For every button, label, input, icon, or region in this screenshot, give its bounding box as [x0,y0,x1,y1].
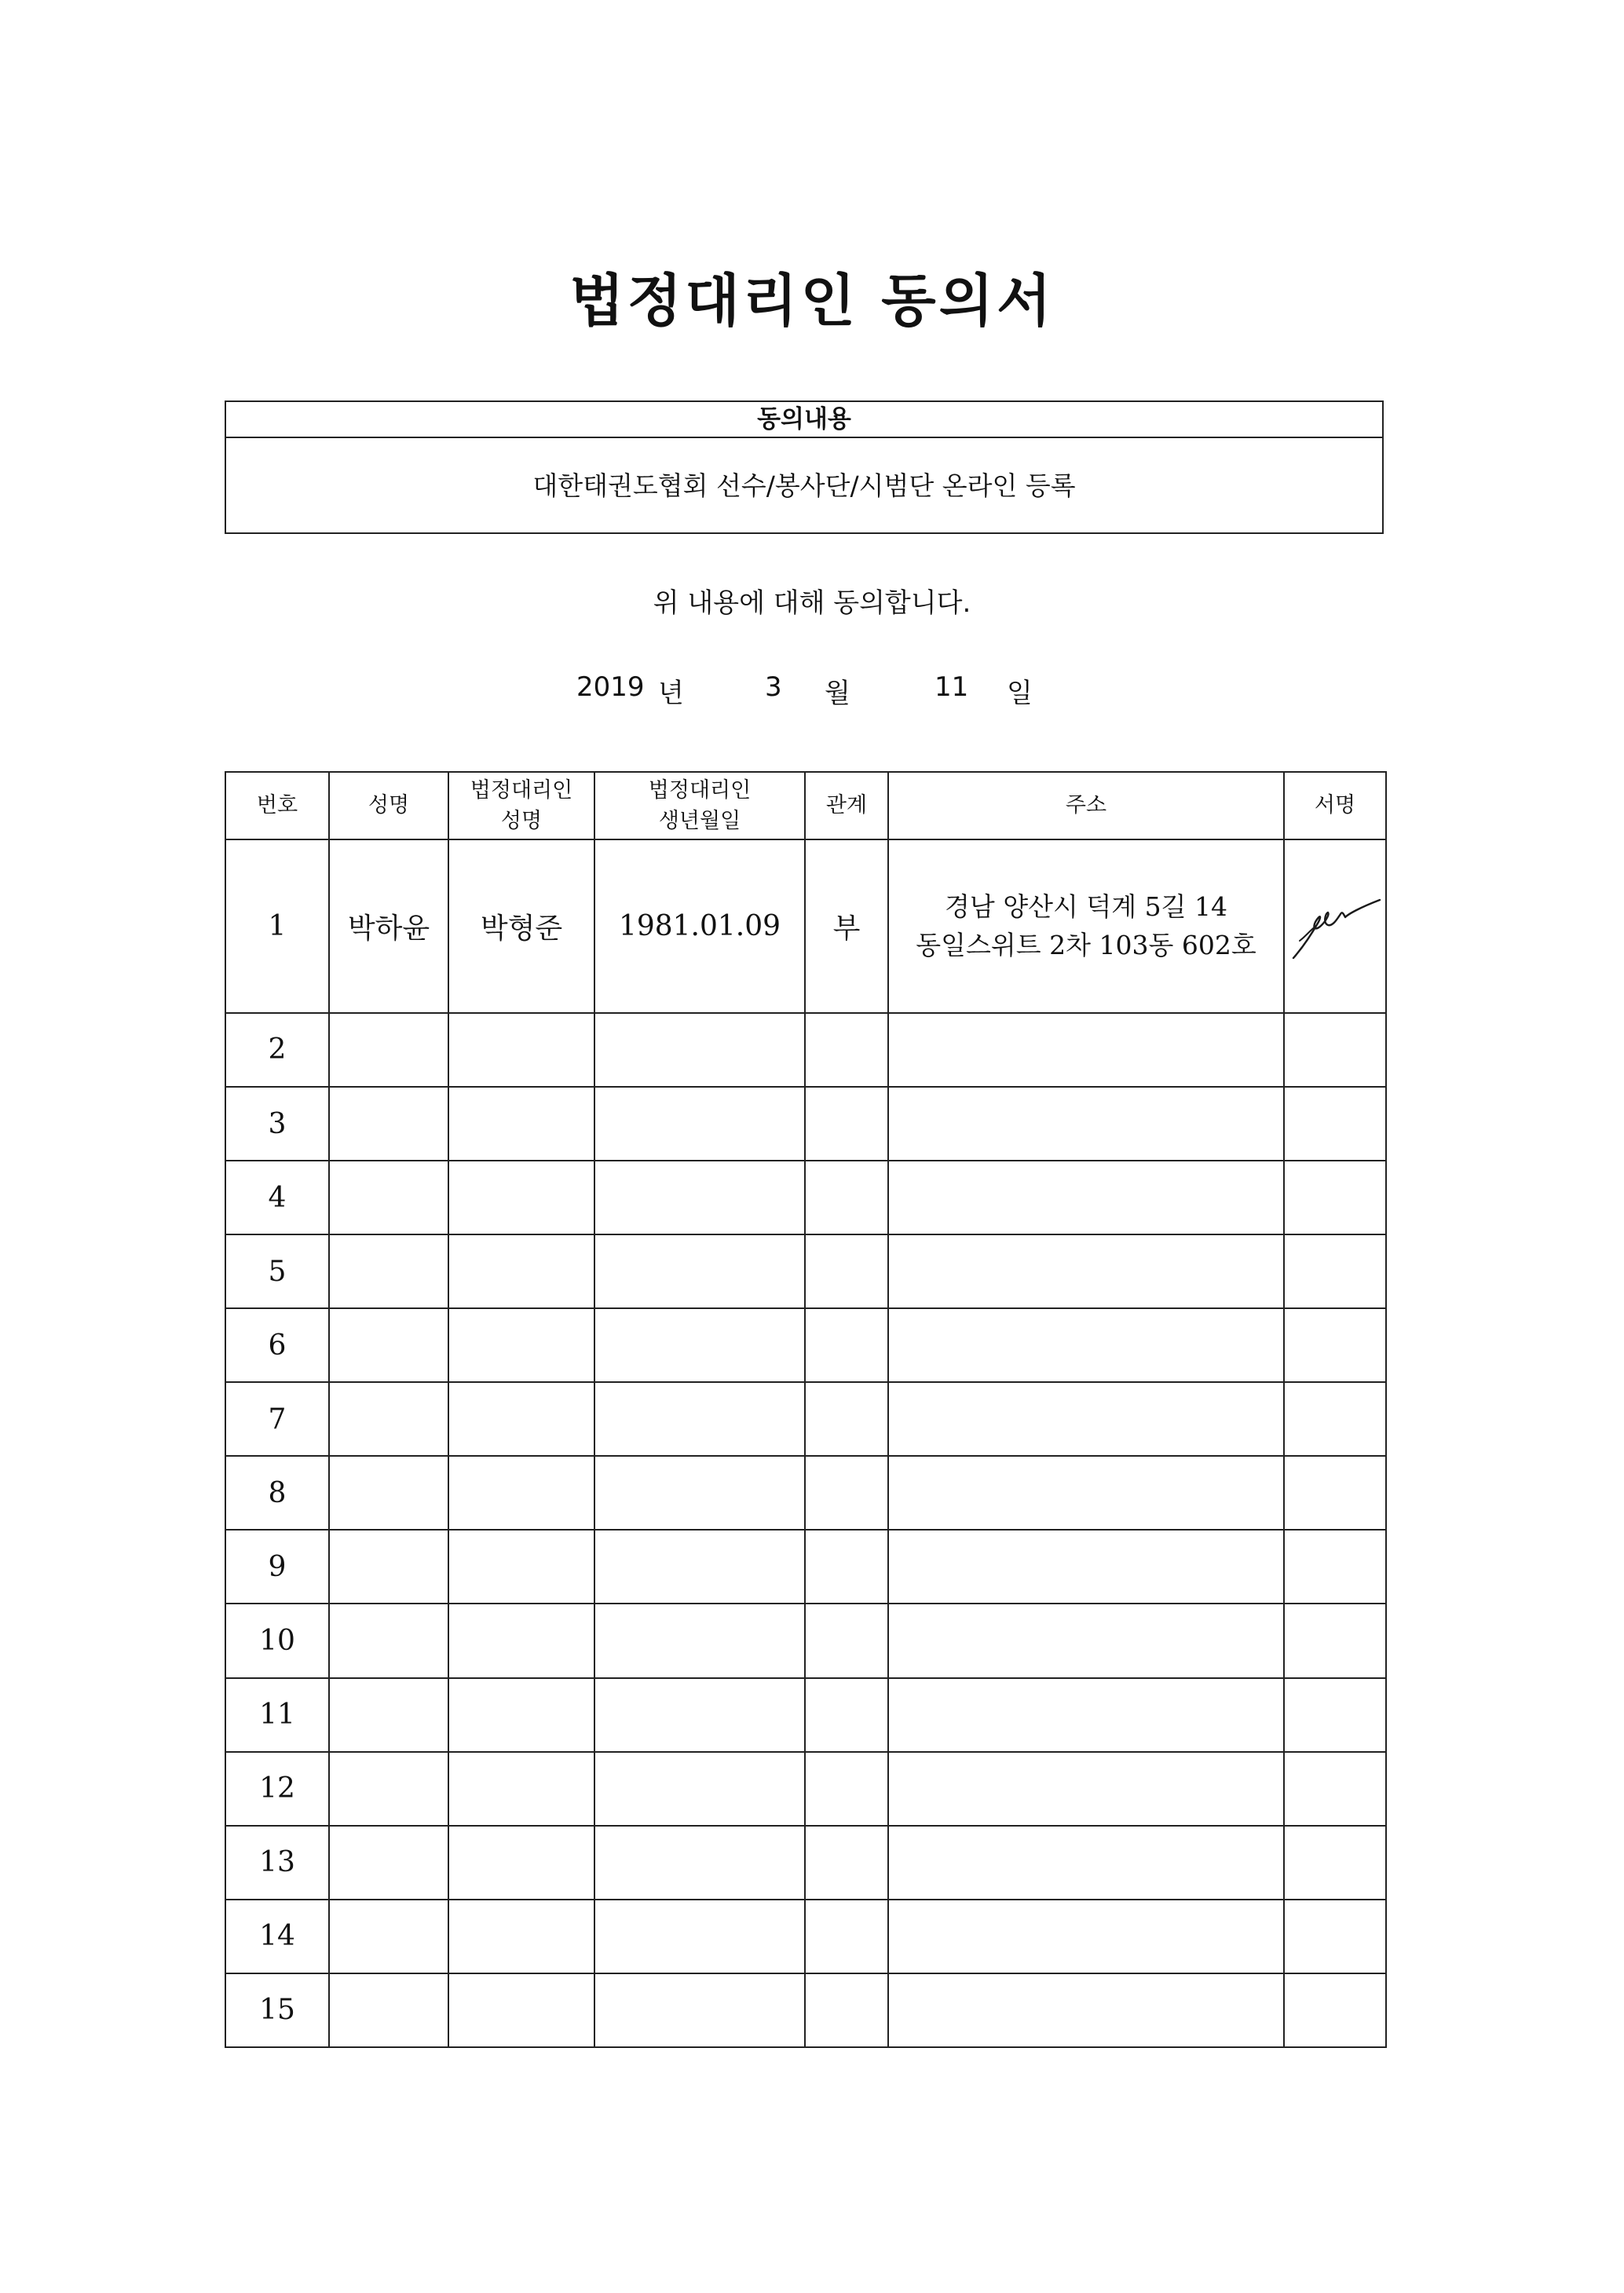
row-name [329,1013,448,1087]
row-guardian-birth [594,1973,805,2047]
row-relation [805,1752,888,1826]
row-guardian-name [448,1530,594,1604]
row-signature [1284,1382,1386,1456]
table-row [225,1308,1386,1382]
table-row [225,1456,1386,1530]
row-signature [1284,1013,1386,1087]
row-guardian-name [448,1900,594,1973]
date-month-label: 월 [825,678,850,709]
row-address [888,1087,1284,1161]
consent-header: 동의내용 [226,402,1382,438]
row-guardian-birth [594,1826,805,1900]
row-signature [1284,1530,1386,1604]
row-address [888,1604,1284,1677]
header-guardian-name-line2: 성명 [500,809,543,833]
agreement-statement: 위 내용에 대해 동의합니다. [653,587,971,619]
row-no: 1 [225,839,329,1013]
row-address [888,1900,1284,1973]
row-name [329,1973,448,2047]
table-row [225,1161,1386,1234]
row-name [329,1900,448,1973]
row-relation [805,1456,888,1530]
date-year: 2019 [576,671,645,703]
table-row [225,1678,1386,1752]
row-name [329,1234,448,1308]
row-address [888,1161,1284,1234]
date-year-label: 년 [658,678,684,709]
registration-table [225,771,1387,2048]
row-guardian-name [448,1826,594,1900]
table-row [225,1973,1386,2047]
row-guardian-birth [594,1456,805,1530]
row-address [888,1973,1284,2047]
row-no: 4 [225,1161,329,1234]
row-relation [805,1826,888,1900]
row-guardian-birth [594,1900,805,1973]
row-guardian-name [448,1013,594,1087]
row-signature [1284,1604,1386,1677]
row-signature [1284,1900,1386,1973]
row-guardian-name [448,1604,594,1677]
row-relation [805,1900,888,1973]
row-signature [1284,1678,1386,1752]
row-guardian-birth [594,1087,805,1161]
row-name [329,1604,448,1677]
table-row [225,1900,1386,1973]
header-relation: 관계 [805,772,888,839]
row-signature [1284,1973,1386,2047]
row-no: 9 [225,1530,329,1604]
header-guardian-birth [594,772,805,839]
row-no: 14 [225,1900,329,1973]
table-row [225,1013,1386,1087]
row-name [329,1382,448,1456]
row-name [329,1308,448,1382]
row-name [329,1456,448,1530]
row-address [888,1382,1284,1456]
header-guardian-birth-line1: 법정대리인 [648,777,752,803]
row-guardian-name [448,1973,594,2047]
table-row [225,1826,1386,1900]
row-guardian-name [448,1087,594,1161]
row-guardian-name [448,1678,594,1752]
row-no: 11 [225,1678,329,1752]
row-name [329,1530,448,1604]
table-row [225,1234,1386,1308]
row-no: 13 [225,1826,329,1900]
header-guardian-name-line1: 법정대리인 [470,777,573,803]
table-row [225,1604,1386,1677]
table-row [225,1087,1386,1161]
row-name [329,1752,448,1826]
header-name: 성명 [329,772,448,839]
row-guardian-birth [594,1530,805,1604]
header-guardian-name [448,772,594,839]
table-row [225,1382,1386,1456]
row-guardian-birth [594,1382,805,1456]
row-signature [1284,1752,1386,1826]
row-guardian-name [448,1161,594,1234]
row-relation [805,1161,888,1234]
row-guardian-name [448,1234,594,1308]
header-address: 주소 [888,772,1284,839]
row-name: 박하윤 [329,839,448,1013]
header-signature: 서명 [1284,772,1386,839]
row-guardian-birth [594,1752,805,1826]
consent-content: 대한태권도협회 선수/봉사단/시범단 온라인 등록 [532,470,1076,501]
row-relation [805,1308,888,1382]
row-relation [805,1087,888,1161]
row-name [329,1161,448,1234]
row-no: 6 [225,1308,329,1382]
row-signature [1284,839,1386,1013]
header-no: 번호 [225,772,329,839]
row-relation [805,1382,888,1456]
row-guardian-birth [594,1604,805,1677]
row-guardian-birth [594,1013,805,1087]
row-signature [1284,1826,1386,1900]
row-guardian-name: 박형준 [448,839,594,1013]
row-guardian-name [448,1308,594,1382]
date-day: 11 [935,671,969,703]
table-row [225,839,1386,1013]
row-signature [1284,1161,1386,1234]
row-guardian-birth [594,1308,805,1382]
table-row [225,1530,1386,1604]
row-signature [1284,1234,1386,1308]
row-relation [805,1013,888,1087]
header-guardian-birth-line2: 생년월일 [658,809,741,833]
date-month: 3 [765,671,782,703]
row-address [888,1013,1284,1087]
row-address [888,1826,1284,1900]
row-signature [1284,1087,1386,1161]
table-row [225,1752,1386,1826]
row-relation [805,1678,888,1752]
row-guardian-name [448,1456,594,1530]
row-name [329,1087,448,1161]
row-guardian-birth [594,1678,805,1752]
row-relation [805,1234,888,1308]
row-signature [1284,1456,1386,1530]
row-no: 5 [225,1234,329,1308]
row-no: 8 [225,1456,329,1530]
row-no: 12 [225,1752,329,1826]
row-address [888,1234,1284,1308]
row-relation [805,1604,888,1677]
signature-image [1289,891,1381,961]
consent-content-box [225,400,1384,534]
document-title: 법정대리인 동의서 [569,268,1055,334]
row-address [888,1678,1284,1752]
row-name [329,1678,448,1752]
row-address [888,839,1284,1013]
row-no: 2 [225,1013,329,1087]
row-no: 15 [225,1973,329,2047]
row-relation: 부 [805,839,888,1013]
row-address [888,1530,1284,1604]
row-guardian-birth: 1981.01.09 [594,839,805,1013]
row-relation [805,1973,888,2047]
row-guardian-name [448,1382,594,1456]
row-address [888,1456,1284,1530]
row-signature [1284,1308,1386,1382]
row-address-line1: 경남 양산시 덕계 5길 14 [945,891,1227,922]
table-header-row [225,772,1386,839]
date-day-label: 일 [1007,678,1033,709]
row-no: 7 [225,1382,329,1456]
row-name [329,1826,448,1900]
row-no: 3 [225,1087,329,1161]
row-address [888,1752,1284,1826]
row-address-line2: 동일스위트 2차 103동 602호 [916,930,1256,961]
row-guardian-birth [594,1234,805,1308]
row-guardian-birth [594,1161,805,1234]
row-no: 10 [225,1604,329,1677]
row-address [888,1308,1284,1382]
row-guardian-name [448,1752,594,1826]
row-relation [805,1530,888,1604]
